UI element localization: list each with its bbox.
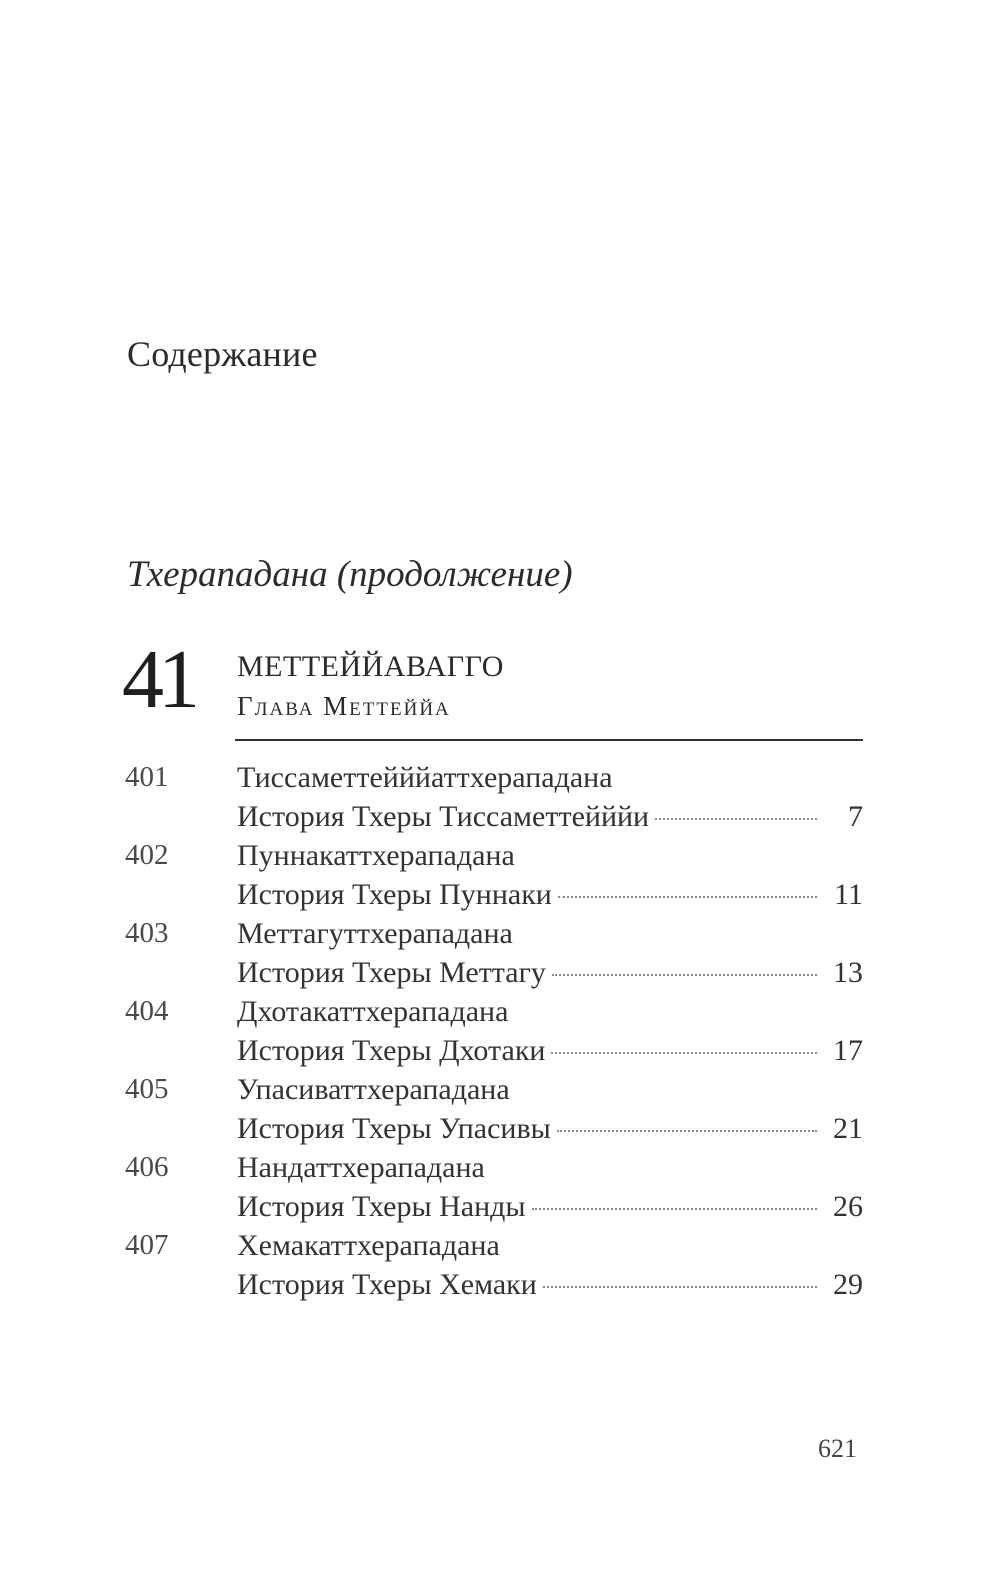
entry-number: 402	[125, 839, 169, 871]
entry-pali-title: Хемакаттхерападана	[237, 1229, 500, 1262]
entry-russian-title[interactable]: История Тхеры Упасивы	[237, 1112, 551, 1145]
dot-leader	[552, 974, 817, 976]
entry-line	[237, 797, 863, 836]
entry-line	[237, 953, 863, 992]
entry-russian-title[interactable]: История Тхеры Пуннаки	[237, 878, 552, 911]
entry-number: 407	[125, 1229, 169, 1261]
entry-page-number[interactable]: 17	[833, 1034, 863, 1067]
toc-entry[interactable]	[0, 914, 1000, 992]
entry-number: 405	[125, 1073, 169, 1105]
page-title: Содержание	[127, 334, 318, 374]
entry-russian-title[interactable]: История Тхеры Нанды	[237, 1190, 526, 1223]
chapter-number: 41	[122, 633, 194, 726]
entry-page-number[interactable]: 13	[833, 956, 863, 989]
entry-number: 403	[125, 917, 169, 949]
toc-entry[interactable]	[0, 1226, 1000, 1304]
toc-entry[interactable]	[0, 992, 1000, 1070]
entry-pali-title: Дхотакаттхерападана	[237, 995, 509, 1028]
entry-pali-title: Нандаттхерападана	[237, 1151, 485, 1184]
entry-pali-title: Тиссаметтейййаттхерападана	[237, 761, 613, 794]
entry-russian-title[interactable]: История Тхеры Тиссаметтейййи	[237, 800, 650, 833]
entry-russian-title[interactable]: История Тхеры Меттагу	[237, 956, 546, 989]
entry-pali-title: Упасиваттхерападана	[237, 1073, 510, 1106]
page-number: 621	[818, 1434, 857, 1463]
entry-number: 406	[125, 1151, 169, 1183]
dot-leader	[543, 1286, 817, 1288]
entry-number: 404	[125, 995, 169, 1027]
dot-leader	[532, 1208, 817, 1210]
entry-page-number[interactable]: 26	[833, 1190, 863, 1223]
dot-leader	[551, 1052, 817, 1054]
entry-page-number[interactable]: 21	[833, 1112, 863, 1145]
dot-leader	[557, 1130, 817, 1132]
toc-entry[interactable]	[0, 758, 1000, 836]
entry-russian-title[interactable]: История Тхеры Дхотаки	[237, 1034, 546, 1067]
entry-page-number[interactable]: 7	[848, 800, 863, 833]
entry-number: 401	[125, 761, 169, 793]
entry-page-number[interactable]: 29	[833, 1268, 863, 1301]
section-title: Тхерападана (продолжение)	[127, 554, 573, 595]
entry-pali-title: Пуннакаттхерападана	[237, 839, 515, 872]
entry-pali-title: Меттагуттхерападана	[237, 917, 513, 950]
toc-entries-list	[0, 758, 1000, 1304]
toc-entry[interactable]	[0, 1148, 1000, 1226]
entry-line	[237, 1109, 863, 1148]
toc-entry[interactable]	[0, 836, 1000, 914]
entry-line	[237, 875, 863, 914]
dot-leader	[655, 818, 817, 820]
entry-russian-title[interactable]: История Тхеры Хемаки	[237, 1268, 537, 1301]
chapter-divider	[235, 739, 863, 741]
entry-line	[237, 1031, 863, 1070]
entry-page-number[interactable]: 11	[834, 878, 863, 911]
chapter-pali-title: МЕТТЕЙЙАВАГГО	[237, 650, 504, 683]
toc-entry[interactable]	[0, 1070, 1000, 1148]
dot-leader	[558, 896, 817, 898]
entry-line	[237, 1187, 863, 1226]
chapter-russian-title: Глава Меттеййа	[237, 691, 451, 721]
entry-line	[237, 1265, 863, 1304]
